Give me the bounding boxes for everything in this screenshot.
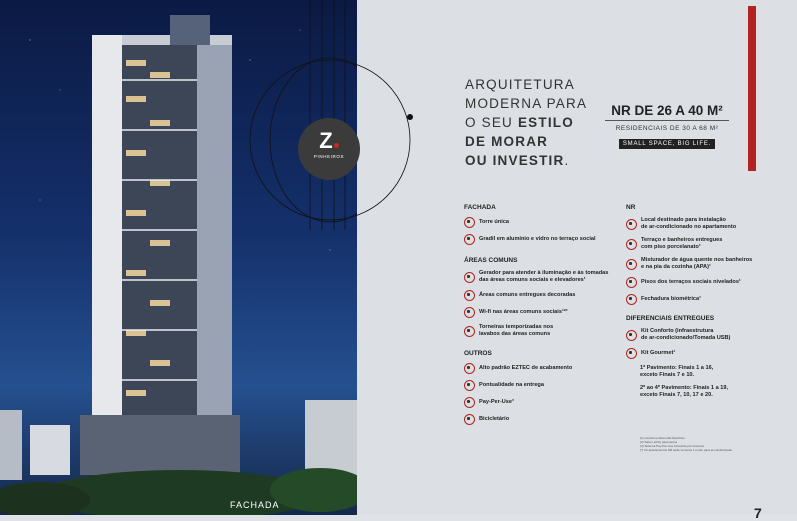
feature-icon (464, 363, 475, 374)
feature-text: Misturador de água quente nos banheiros e na pia da cozinha (APA)¹ (641, 257, 753, 270)
feature-item (464, 324, 629, 338)
feature-text: Pontualidade na entrega (479, 382, 544, 388)
feature-item (626, 237, 776, 251)
facade-caption: FACHADA (230, 500, 280, 510)
feature-text: Fechadura biométrica¹ (641, 296, 701, 302)
feature-text: Bicicletário (479, 416, 510, 422)
feature-icon (626, 239, 637, 250)
feature-item (464, 397, 629, 408)
features-right-column (626, 204, 776, 405)
feature-text: Gerador para atender à iluminação e às tomadas das áreas comuns sociais e elevadores¹ (479, 270, 609, 283)
feature-text: Local destinado para instalação de ar-condicionado no apartamento (641, 217, 737, 230)
feature-item (464, 414, 629, 425)
logo-dot (334, 143, 339, 148)
feature-icon (626, 330, 637, 341)
feature-item (464, 217, 629, 228)
feature-text: Pay-Per-Use³ (479, 399, 514, 405)
feature-item (464, 290, 629, 301)
section-title-outros: OUTROS (464, 350, 492, 357)
feature-text: Terraço e banheiros entregues com piso porcelanato¹ (641, 237, 723, 250)
feature-text: Kit Conforto (infraestrutura de ar-condicionado/Tomada USB) (641, 328, 731, 341)
nr-title: NR DE 26 A 40 M² (605, 103, 729, 121)
tagline: SMALL SPACE, BIG LIFE. (619, 139, 715, 149)
footnotes: (1) Conforme Memorial Descritivo (2) Sala e lobby pavimentos (3) Sistema Pay-Per-Use fornecido por terceiros (*) Os apartamentos NR terão somente 1 ponto para ar-condicionado (640, 436, 733, 452)
feature-icon (464, 414, 475, 425)
section-title-nr: NR (626, 204, 636, 211)
logo-subtitle: PINHEIROS (313, 154, 345, 159)
headline-line: MODERNA PARA (465, 96, 588, 111)
feature-text: Wi-fi nas áreas comuns sociais¹²³ (479, 309, 568, 315)
feature-item (464, 270, 629, 284)
page-number: 7 (754, 505, 762, 521)
building-facade-photo (0, 0, 357, 515)
feature-icon (626, 259, 637, 270)
feature-text: Alto padrão EZTEC de acabamento (479, 365, 573, 371)
feature-item (464, 363, 629, 374)
feature-icon (626, 219, 637, 230)
feature-note: 2º ao 4º Pavimento: Finais 1 a 19, exceto Finais 7, 10, 17 e 20. (640, 385, 729, 398)
headline-line: . (564, 153, 570, 168)
section-title-diferenciais: DIFERENCIAIS ENTREGUES (626, 315, 715, 322)
headline-line: ARQUITETURA (465, 77, 575, 92)
feature-icon (464, 290, 475, 301)
section-title-fachada: FACHADA (464, 204, 496, 211)
headline-bold: ESTILO (517, 115, 574, 130)
feature-text: Áreas comuns entregues decoradas (479, 292, 576, 298)
feature-item (626, 294, 776, 305)
feature-item (626, 217, 776, 231)
feature-icon (464, 397, 475, 408)
feature-icon (464, 326, 475, 337)
nr-subtitle: RESIDENCIAIS DE 30 A 68 M² (615, 125, 719, 132)
feature-text: Torre única (479, 219, 510, 225)
red-accent-bar (748, 6, 756, 171)
feature-text: Pisos dos terraços sociais nivelados¹ (641, 279, 741, 285)
headline-bold: OU INVESTIR (465, 153, 565, 168)
feature-item (626, 277, 776, 288)
feature-icon (464, 307, 475, 318)
headline (465, 75, 587, 170)
feature-icon (626, 277, 637, 288)
nr-info-box (605, 103, 729, 150)
features-left-column (464, 204, 629, 431)
feature-icon (464, 217, 475, 228)
logo-letter: Z (319, 128, 333, 153)
feature-icon (464, 380, 475, 391)
feature-icon (626, 348, 637, 359)
feature-item (464, 307, 629, 318)
feature-text: Torneiras temporizadas nos lavabos das áreas comuns (479, 324, 554, 337)
feature-text: Kit Gourmet¹ (641, 350, 676, 356)
headline-bold: DE MORAR (465, 134, 549, 149)
brand-logo (298, 118, 360, 180)
feature-note: 1º Pavimento: Finais 1 a 16, exceto Finais 7 e 10. (640, 365, 714, 378)
section-title-areas: ÁREAS COMUNS (464, 257, 518, 264)
feature-item (464, 234, 629, 245)
headline-line: O SEU (465, 115, 518, 130)
feature-item (626, 257, 776, 271)
building-illustration (0, 0, 357, 515)
feature-icon (464, 272, 475, 283)
feature-icon (626, 294, 637, 305)
feature-item (626, 348, 776, 359)
feature-text: Gradil em alumínio e vidro no terraço social (479, 236, 596, 242)
feature-icon (464, 234, 475, 245)
feature-item (464, 380, 629, 391)
feature-item (626, 328, 776, 342)
